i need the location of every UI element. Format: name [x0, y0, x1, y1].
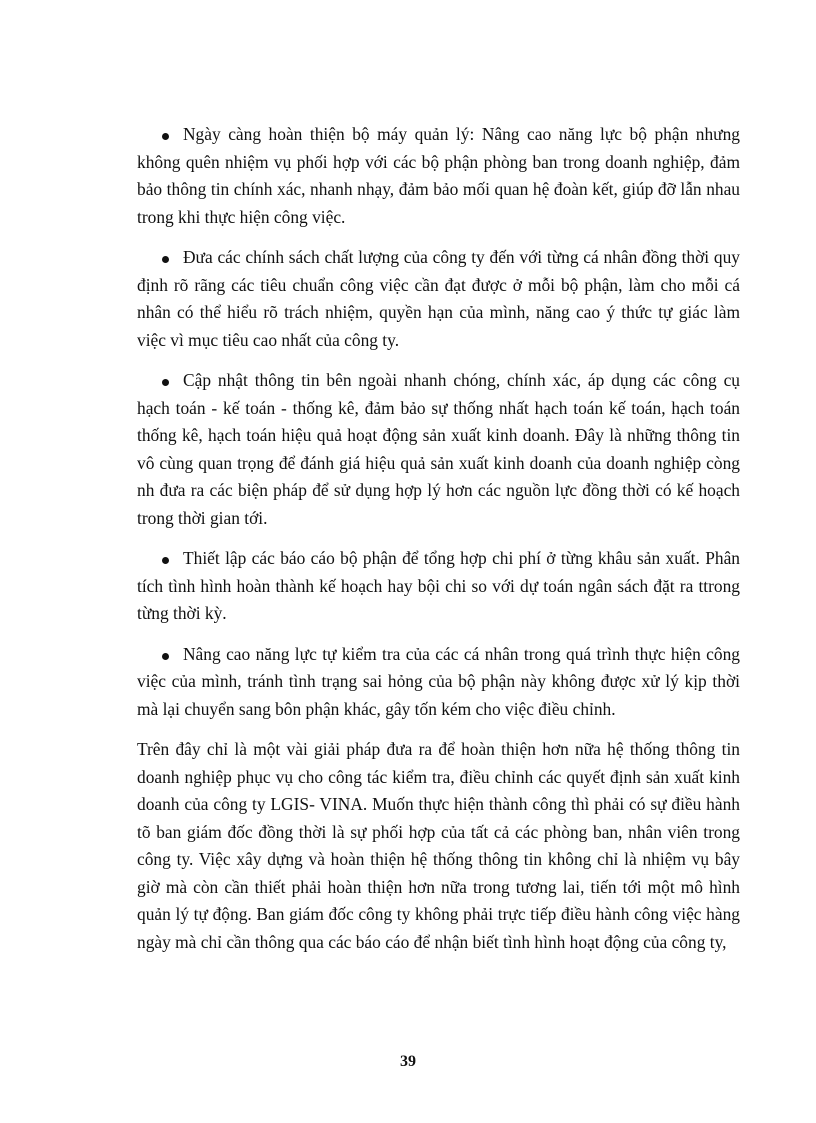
bullet-paragraph: [137, 121, 740, 231]
bullet-paragraph: [137, 367, 740, 532]
bullet-dot-icon: [162, 653, 169, 660]
bullet-paragraph: [137, 641, 740, 724]
bullet-dot-icon: [162, 379, 169, 386]
bullet-text: Cập nhật thông tin bên ngoài nhanh chóng, chính xác, áp dụng các công cụ hạch toán - kế toán - thống kê, đảm bảo sự thống nhất hạch toán kế toán, hạch toán thống kê, hạch toán hiệu quả hoạt động sản xuất kinh doanh. Đây là những thông tin vô cùng quan trọng để đánh giá hiệu quả sản xuất kinh doanh của doanh nghiệp còng nh đưa ra các biện pháp để sử dụng hợp lý hơn các nguồn lực đồng thời có kế hoạch trong thời gian tới.: [137, 370, 740, 528]
bullet-dot-icon: [162, 133, 169, 140]
bullet-text: Ngày càng hoàn thiện bộ máy quản lý: Nâng cao năng lực bộ phận nhưng không quên nhiệm vụ phối hợp với các bộ phận phòng ban trong doanh nghiệp, đảm bảo thông tin chính xác, nhanh nhạy, đảm bảo mối quan hệ đoàn kết, giúp đỡ lẫn nhau trong khi thực hiện công việc.: [137, 124, 740, 227]
page-body: [137, 121, 740, 956]
bullet-text: Thiết lập các báo cáo bộ phận để tổng hợp chi phí ở từng khâu sản xuất. Phân tích tình hình hoàn thành kế hoạch hay bội chi so với dự toán ngân sách đặt ra ttrong từng thời kỳ.: [137, 548, 740, 623]
page-number: 39: [400, 1053, 416, 1070]
bullet-paragraph: [137, 545, 740, 628]
bullet-dot-icon: [162, 557, 169, 564]
bullet-paragraph: [137, 244, 740, 354]
bullet-text: Đưa các chính sách chất lượng của công ty đến với từng cá nhân đồng thời quy định rõ rãng các tiêu chuẩn công việc cần đạt được ở mỗi bộ phận, làm cho mỗi cá nhân có thể hiểu rõ trách nhiệm, quyền hạn của mình, năng cao ý thức tự giác làm việc vì mục tiêu cao nhất của công ty.: [137, 247, 740, 350]
closing-paragraph: Trên đây chỉ là một vài giải pháp đưa ra để hoàn thiện hơn nữa hệ thống thông tin doanh nghiệp phục vụ cho công tác kiểm tra, điều chỉnh các quyết định sản xuất kinh doanh của công ty LGIS- VINA. Muốn thực hiện thành công thì phải có sự điều hành tõ ban giám đốc đồng thời là sự phối hợp của tất cả các phòng ban, nhân viên trong công ty. Việc xây dựng và hoàn thiện hệ thống thông tin không chỉ là nhiệm vụ bây giờ mà còn cần thiết phải hoàn thiện hơn nữa trong tương lai, tiến tới một mô hình quản lý tự động. Ban giám đốc công ty không phải trực tiếp điều hành công việc hàng ngày mà chỉ cần thông qua các báo cáo để nhận biết tình hình hoạt động của công ty,: [137, 739, 740, 952]
bullet-text: Nâng cao năng lực tự kiểm tra của các cá nhân trong quá trình thực hiện công việc của mình, tránh tình trạng sai hỏng của bộ phận này không được xử lý kịp thời mà lại chuyển sang bôn phận khác, gây tốn kém cho việc điều chỉnh.: [137, 643, 740, 719]
bullet-dot-icon: [162, 256, 169, 263]
